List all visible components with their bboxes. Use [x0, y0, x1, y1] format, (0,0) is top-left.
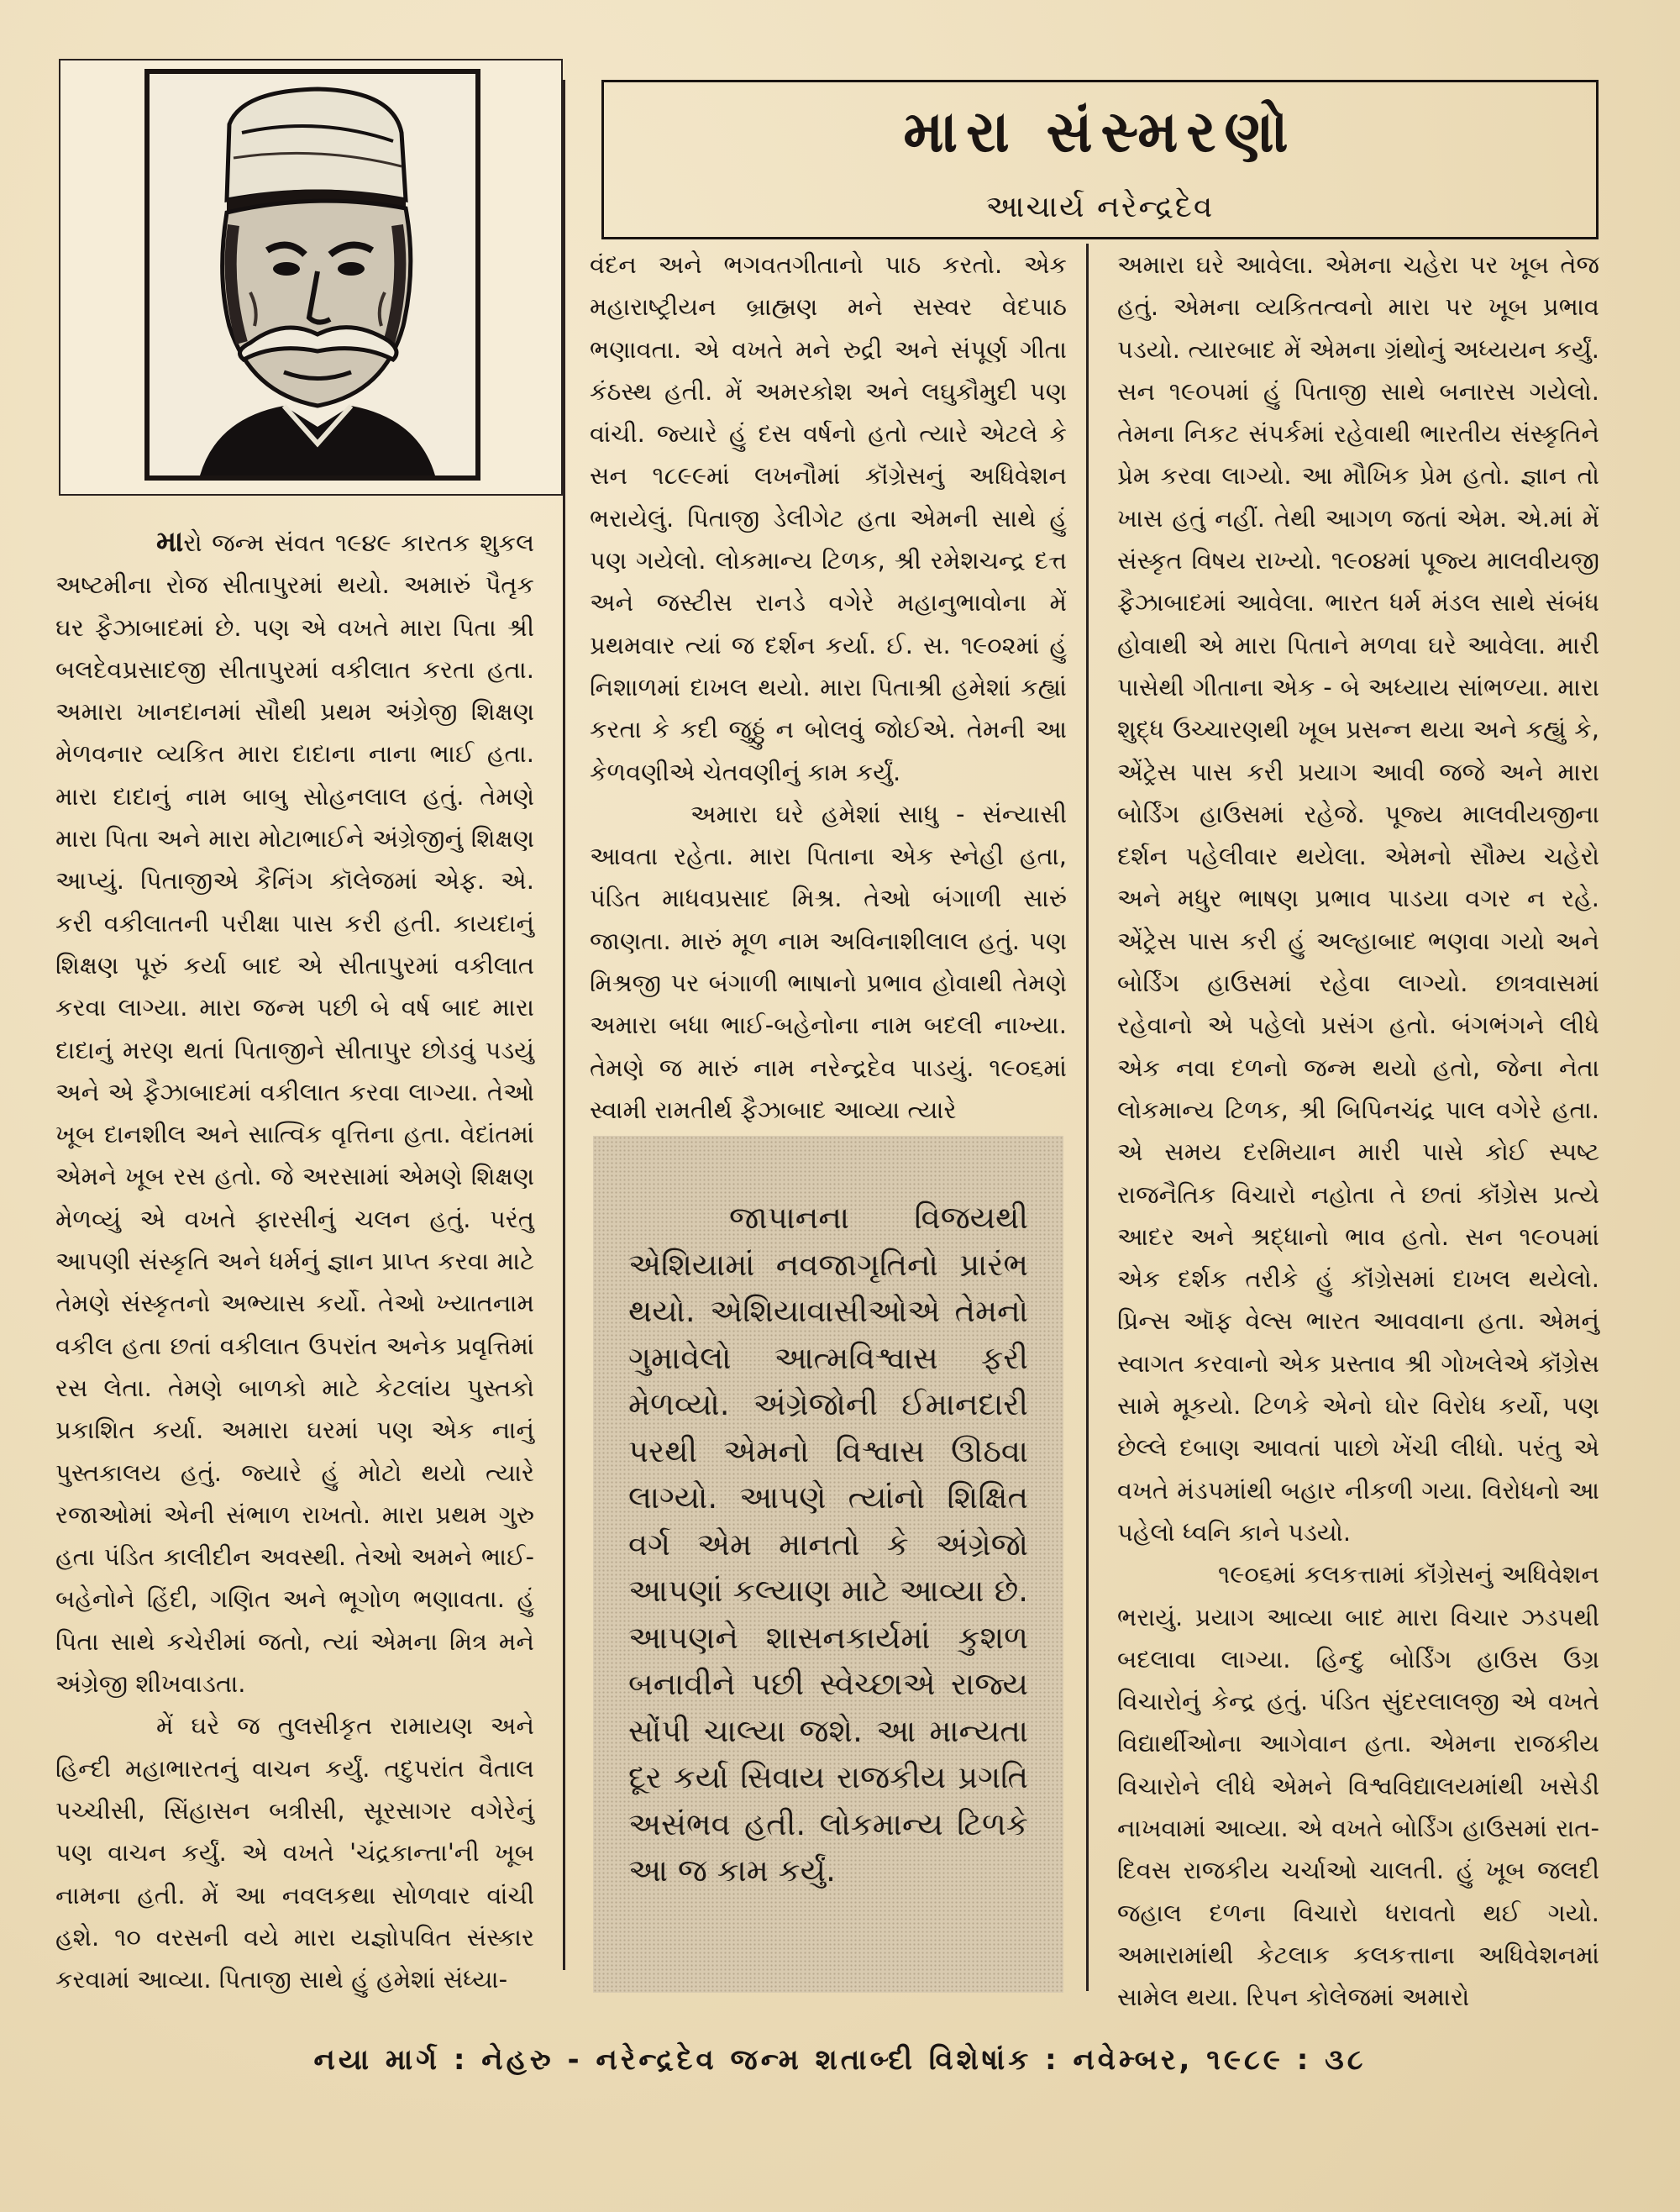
- column-2: [590, 244, 1067, 1131]
- paragraph-text: રો જન્મ સંવત ૧૯૪૯ કારતક શુકલ અષ્ટમીના રોજ સીતાપુરમાં થયો. અમારું પૈતૃક ઘર ફૈઝાબાદમાં છે. પણ એ વખતે મારા પિતા શ્રી બલદેવપ્રસાદજી સીતાપુરમાં વકીલાત કરતા હતા. અમારા ખાનદાનમાં સૌથી પ્રથમ અંગ્રેજી શિક્ષણ મેળવનાર વ્યકિત મારા દાદાના નાના ભાઈ હતા. મારા દાદાનું નામ બાબુ સોહનલાલ હતું. તેમણે મારા પિતા અને મારા મોટાભાઈને અંગ્રેજીનું શિક્ષણ આપ્યું. પિતાજીએ કૈનિંગ કૉલેજમાં એફ. એ. કરી વકીલાતની પરીક્ષા પાસ કરી હતી. કાયદાનું શિક્ષણ પૂરું કર્યા બાદ એ સીતાપુરમાં વકીલાત કરવા લાગ્યા. મારા જન્મ પછી બે વર્ષ બાદ મારા દાદાનું મરણ થતાં પિતાજીને સીતાપુર છોડવું પડયું અને એ ફૈઝાબાદમાં વકીલાત કરવા લાગ્યા. તેઓ ખૂબ દાનશીલ અને સાત્વિક વૃત્તિના હતા. વેદાંતમાં એમને ખૂબ રસ હતો. જે અરસામાં એમણે શિક્ષણ મેળવ્યું એ વખતે ફારસીનું ચલન હતું. પરંતુ આપણી સંસ્કૃતિ અને ધર્મનું જ્ઞાન પ્રાપ્ત કરવા માટે તેમણે સંસ્કૃતનો અભ્યાસ કર્યો. તેઓ ખ્યાતનામ વકીલ હતા છતાં વકીલાત ઉપરાંત અનેક પ્રવૃત્તિમાં રસ લેતા. તેમણે બાળકો માટે કેટલાંય પુસ્તકો પ્રકાશિત કર્યા. અમારા ઘરમાં પણ એક નાનું પુસ્તકાલય હતું. જ્યારે હું મોટો થયો ત્યારે રજાઓમાં એની સંભાળ રાખતો. મારા પ્રથમ ગુરુ હતા પંડિત કાલીદીન અવસ્થી. તેઓ અમને ભાઈ-બહેનોને હિંદી, ગણિત અને ભૂગોળ ભણાવતા. હું પિતા સાથે કચેરીમાં જતો, ત્યાં એમના મિત્ર મને અંગ્રેજી શીખવાડતા.: [55, 528, 534, 1699]
- paragraph: અમારા ઘરે આવેલા. એમના ચહેરા પર ખૂબ તેજ હતું. એમના વ્યકિતત્વનો મારા પર ખૂબ પ્રભાવ પડયો. ત્યારબાદ મેં એમના ગ્રંથોનું અધ્યયન કર્યું. સન ૧૯૦૫માં હું પિતાજી સાથે બનારસ ગયેલો. તેમના નિકટ સંપર્કમાં રહેવાથી ભારતીય સંસ્કૃતિને પ્રેમ કરવા લાગ્યો. આ મૌખિક પ્રેમ હતો. જ્ઞાન તો ખાસ હતું નહીં. તેથી આગળ જતાં એમ. એ.માં મેં સંસ્કૃત વિષય રાખ્યો. ૧૯૦૪માં પૂજ્ય માલવીયજી ફૈઝાબાદમાં આવેલા. ભારત ધર્મ મંડલ સાથે સંબંધ હોવાથી એ મારા પિતાને મળવા ઘરે આવેલા. મારી પાસેથી ગીતાના એક - બે અધ્યાય સાંભળ્યા. મારા શુદ્ધ ઉચ્ચારણથી ખૂબ પ્રસન્ન થયા અને કહ્યું કે, એંટ્રેસ પાસ કરી પ્રયાગ આવી જજે અને મારા બોર્ડિંગ હાઉસમાં રહેજે. પૂજ્ય માલવીયજીના દર્શન પહેલીવાર થયેલા. એમનો સૌમ્ય ચહેરો અને મધુર ભાષણ પ્રભાવ પાડયા વગર ન રહે. એંટ્રેસ પાસ કરી હું અલ્હાબાદ ભણવા ગયો અને બોર્ડિંગ હાઉસમાં રહેવા લાગ્યો. છાત્રવાસમાં રહેવાનો એ પહેલો પ્રસંગ હતો. બંગભંગને લીધે એક નવા દળનો જન્મ થયો હતો, જેના નેતા લોકમાન્ય ટિળક, શ્રી બિપિનચંદ્ર પાલ વગેરે હતા. એ સમય દરમિયાન મારી પાસે કોઈ સ્પષ્ટ રાજનૈતિક વિચારો નહોતા તે છતાં કૉંગ્રેસ પ્રત્યે આદર અને શ્રદ્ધાનો ભાવ હતો. સન ૧૯૦૫માં એક દર્શક તરીકે હું કૉંગ્રેસમાં દાખલ થયેલો. પ્રિન્સ ઑફ વેલ્સ ભારત આવવાના હતા. એમનું સ્વાગત કરવાનો એક પ્રસ્તાવ શ્રી ગોખલેએ કૉંગ્રેસ સામે મૂકયો. ટિળકે એનો ઘોર વિરોધ કર્યો, પણ છેલ્લે દબાણ આવતાં પાછો ખેંચી લીધો. પરંતુ એ વખતે મંડપમાંથી બહાર નીકળી ગયા. વિરોધનો આ પહેલો ધ્વનિ કાને પડયો.: [1117, 250, 1599, 1547]
- pull-quote-text: જાપાનના વિજયથી એશિયામાં નવજાગૃતિનો પ્રારંભ થયો. એશિયાવાસીઓએ તેમનો ગુમાવેલો આત્મવિશ્વાસ ફરી મેળવ્યો. અંગ્રેજોની ઈમાનદારી પરથી એમનો વિશ્વાસ ઊઠવા લાગ્યો. આપણે ત્યાંનો શિક્ષિત વર્ગ એમ માનતો કે અંગ્રેજો આપણાં કલ્યાણ માટે આવ્યા છે. આપણને શાસનકાર્યમાં કુશળ બનાવીને પછી સ્વેચ્છાએ રાજ્ય સોંપી ચાલ્યા જશે. આ માન્યતા દૂર કર્યા સિવાય રાજકીય પ્રગતિ અસંભવ હતી. લોકમાન્ય ટિળકે આ જ કામ કર્યું.: [628, 1200, 1028, 1889]
- portrait-sketch-icon: [150, 74, 475, 476]
- column-divider-2: [1086, 244, 1089, 1991]
- column-1: [55, 521, 534, 2000]
- pull-quote-box: [593, 1136, 1063, 1993]
- paragraph: વંદન અને ભગવતગીતાનો પાઠ કરતો. એક મહારાષ્ટ્રીયન બ્રાહ્મણ મને સસ્વર વેદપાઠ ભણાવતા. એ વખતે મને રુદ્રી અને સંપૂર્ણ ગીતા કંઠસ્થ હતી. મેં અમરકોશ અને લઘુકૌમુદી પણ વાંચી. જ્યારે હું દસ વર્ષનો હતો ત્યારે એટલે કે સન ૧૮૯૯માં લખનૌમાં કૉંગ્રેસનું અધિવેશન ભરાયેલું. પિતાજી ડેલીગેટ હતા એમની સાથે હું પણ ગયેલો. લોકમાન્ય ટિળક, શ્રી રમેશચન્દ્ર દત્ત અને જસ્ટીસ રાનડે વગેરે મહાનુભાવોના મેં પ્રથમવાર ત્યાં જ દર્શન કર્યા. ઈ. સ. ૧૯૦૨માં હું નિશાળમાં દાખલ થયો. મારા પિતાશ્રી હમેશાં કહ્યાં કરતા કે કદી જુઠ્ઠું ન બોલવું જોઈએ. તેમની આ કેળવણીએ ચેતવણીનું કામ કર્યું.: [590, 250, 1067, 786]
- paragraph: [55, 521, 534, 1705]
- portrait-image: [144, 69, 480, 481]
- portrait-frame: [59, 59, 563, 496]
- paragraph: ૧૯૦૬માં કલકત્તામાં કૉંગ્રેસનું અધિવેશન ભરાયું. પ્રયાગ આવ્યા બાદ મારા વિચાર ઝડપથી બદલાવા લાગ્યા. હિન્દુ બોર્ડિંગ હાઉસ ઉગ્ર વિચારોનું કેન્દ્ર હતું. પંડિત સુંદરલાલજી એ વખતે વિદ્યાર્થીઓના આગેવાન હતા. એમના રાજકીય વિચારોને લીધે એમને વિશ્વવિદ્યાલયમાંથી ખસેડી નાખવામાં આવ્યા. એ વખતે બોર્ડિંગ હાઉસમાં રાત-દિવસ રાજકીય ચર્ચાઓ ચાલતી. હું ખૂબ જલદી જહાલ દળના વિચારો ધરાવતો થઈ ગયો. અમારામાંથી કેટલાક કલકત્તાના અધિવેશનમાં સામેલ થયા. રિપન કોલેજમાં અમારો: [1117, 1560, 1599, 2012]
- paragraph: મેં ઘરે જ તુલસીકૃત રામાયણ અને હિન્દી મહાભારતનું વાચન કર્યું. તદુપરાંત વૈતાલ પચ્ચીસી, સિંહાસન બત્રીસી, સૂરસાગર વગેરેનું પણ વાચન કર્યું. એ વખતે 'ચંદ્રકાન્તા'ની ખૂબ નામના હતી. મેં આ નવલકથા સોળવાર વાંચી હશે. ૧૦ વરસની વયે મારા યજ્ઞોપવિત સંસ્કાર કરવામાં આવ્યા. પિતાજી સાથે હું હમેશાં સંધ્યા-: [55, 1711, 534, 1994]
- page-footer: નયા માર્ગ : નેહરુ - નરેન્દ્રદેવ જન્મ શતાબ્દી વિશેષાંક : નવેમ્બર, ૧૯૮૯ : ૩૮: [313, 2043, 1367, 2077]
- column-3: [1117, 244, 1599, 2018]
- article-title: મારા સંસ્મરણો: [903, 99, 1297, 166]
- title-box: [601, 80, 1599, 239]
- column-divider-1: [563, 80, 565, 1970]
- paragraph: અમારા ઘરે હમેશાં સાધુ - સંન્યાસી આવતા રહેતા. મારા પિતાના એક સ્નેહી હતા, પંડિત માધવપ્રસાદ મિશ્ર. તેઓ બંગાળી સારું જાણતા. મારું મૂળ નામ અવિનાશીલાલ હતું. પણ મિશ્રજી પર બંગાળી ભાષાનો પ્રભાવ હોવાથી તેમણે અમારા બધા ભાઈ-બહેનોના નામ બદલી નાખ્યા. તેમણે જ મારું નામ નરેન્દ્રદેવ પાડયું. ૧૯૦૬માં સ્વામી રામતીર્થ ફૈઝાબાદ આવ્યા ત્યારે: [590, 799, 1067, 1124]
- article-author: આચાર્ય નરેન્દ્રદેવ: [985, 190, 1215, 224]
- lead-word: મા: [156, 525, 184, 559]
